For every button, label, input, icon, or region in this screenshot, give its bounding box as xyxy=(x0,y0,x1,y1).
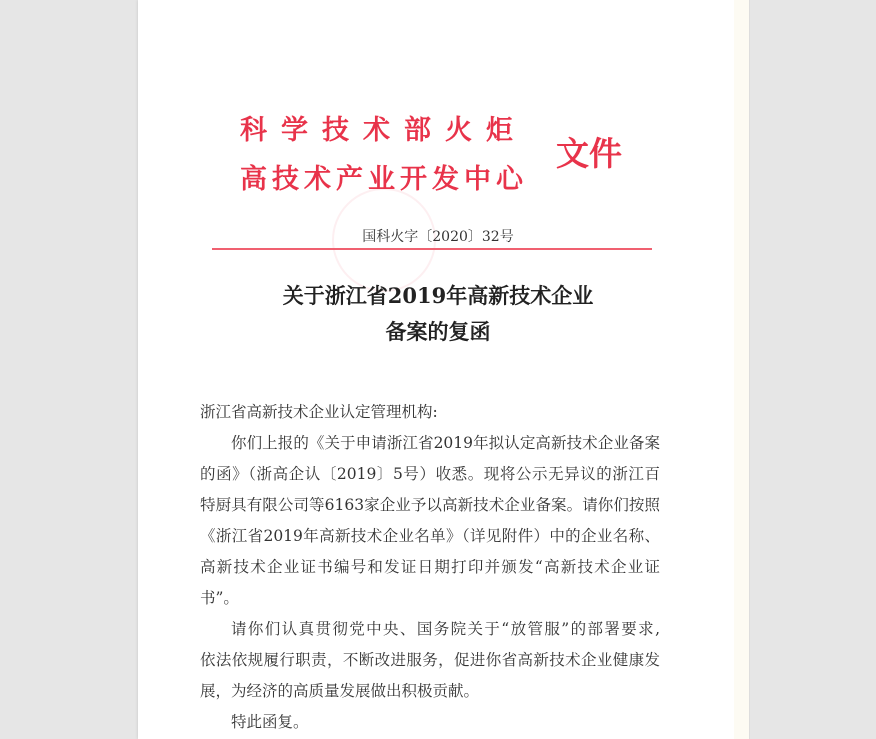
body-line: 高新技术企业证书编号和发证日期打印并颁发“高新技术企业证 xyxy=(200,558,660,576)
body-line: 的函》（浙高企认〔2019〕5号）收悉。现将公示无异议的浙江百 xyxy=(200,465,660,483)
body-line: 特厨具有限公司等6163家企业予以高新技术企业备案。请你们按照 xyxy=(200,496,660,514)
body-line: 你们上报的《关于申请浙江省2019年拟认定高新技术企业备案 xyxy=(231,434,660,452)
page-edge xyxy=(734,0,750,739)
title-line-1: 关于浙江省2019年高新技术企业 xyxy=(282,283,594,308)
issuer-line-1: 科学技术部火炬 xyxy=(240,115,527,146)
issuer-line-2: 高技术产业开发中心 xyxy=(240,164,528,195)
salutation: 浙江省高新技术企业认定管理机构: xyxy=(200,403,438,421)
document-number: 国科火字〔2020〕32号 xyxy=(362,229,514,245)
doc-type-label: 文件 xyxy=(556,134,622,173)
body-line: 书”。 xyxy=(200,589,239,607)
body-line: 请你们认真贯彻党中央、国务院关于“放管服”的部署要求, xyxy=(231,620,660,638)
closing-line: 特此函复。 xyxy=(231,713,309,731)
title-line-2: 备案的复函 xyxy=(385,319,491,344)
body-line: 展，为经济的高质量发展做出积极贡献。 xyxy=(200,682,480,700)
body-line: 《浙江省2019年高新技术企业名单》（详见附件）中的企业名称、 xyxy=(200,527,660,545)
body-line: 依法依规履行职责，不断改进服务，促进你省高新技术企业健康发 xyxy=(200,651,660,669)
red-divider xyxy=(212,248,652,250)
